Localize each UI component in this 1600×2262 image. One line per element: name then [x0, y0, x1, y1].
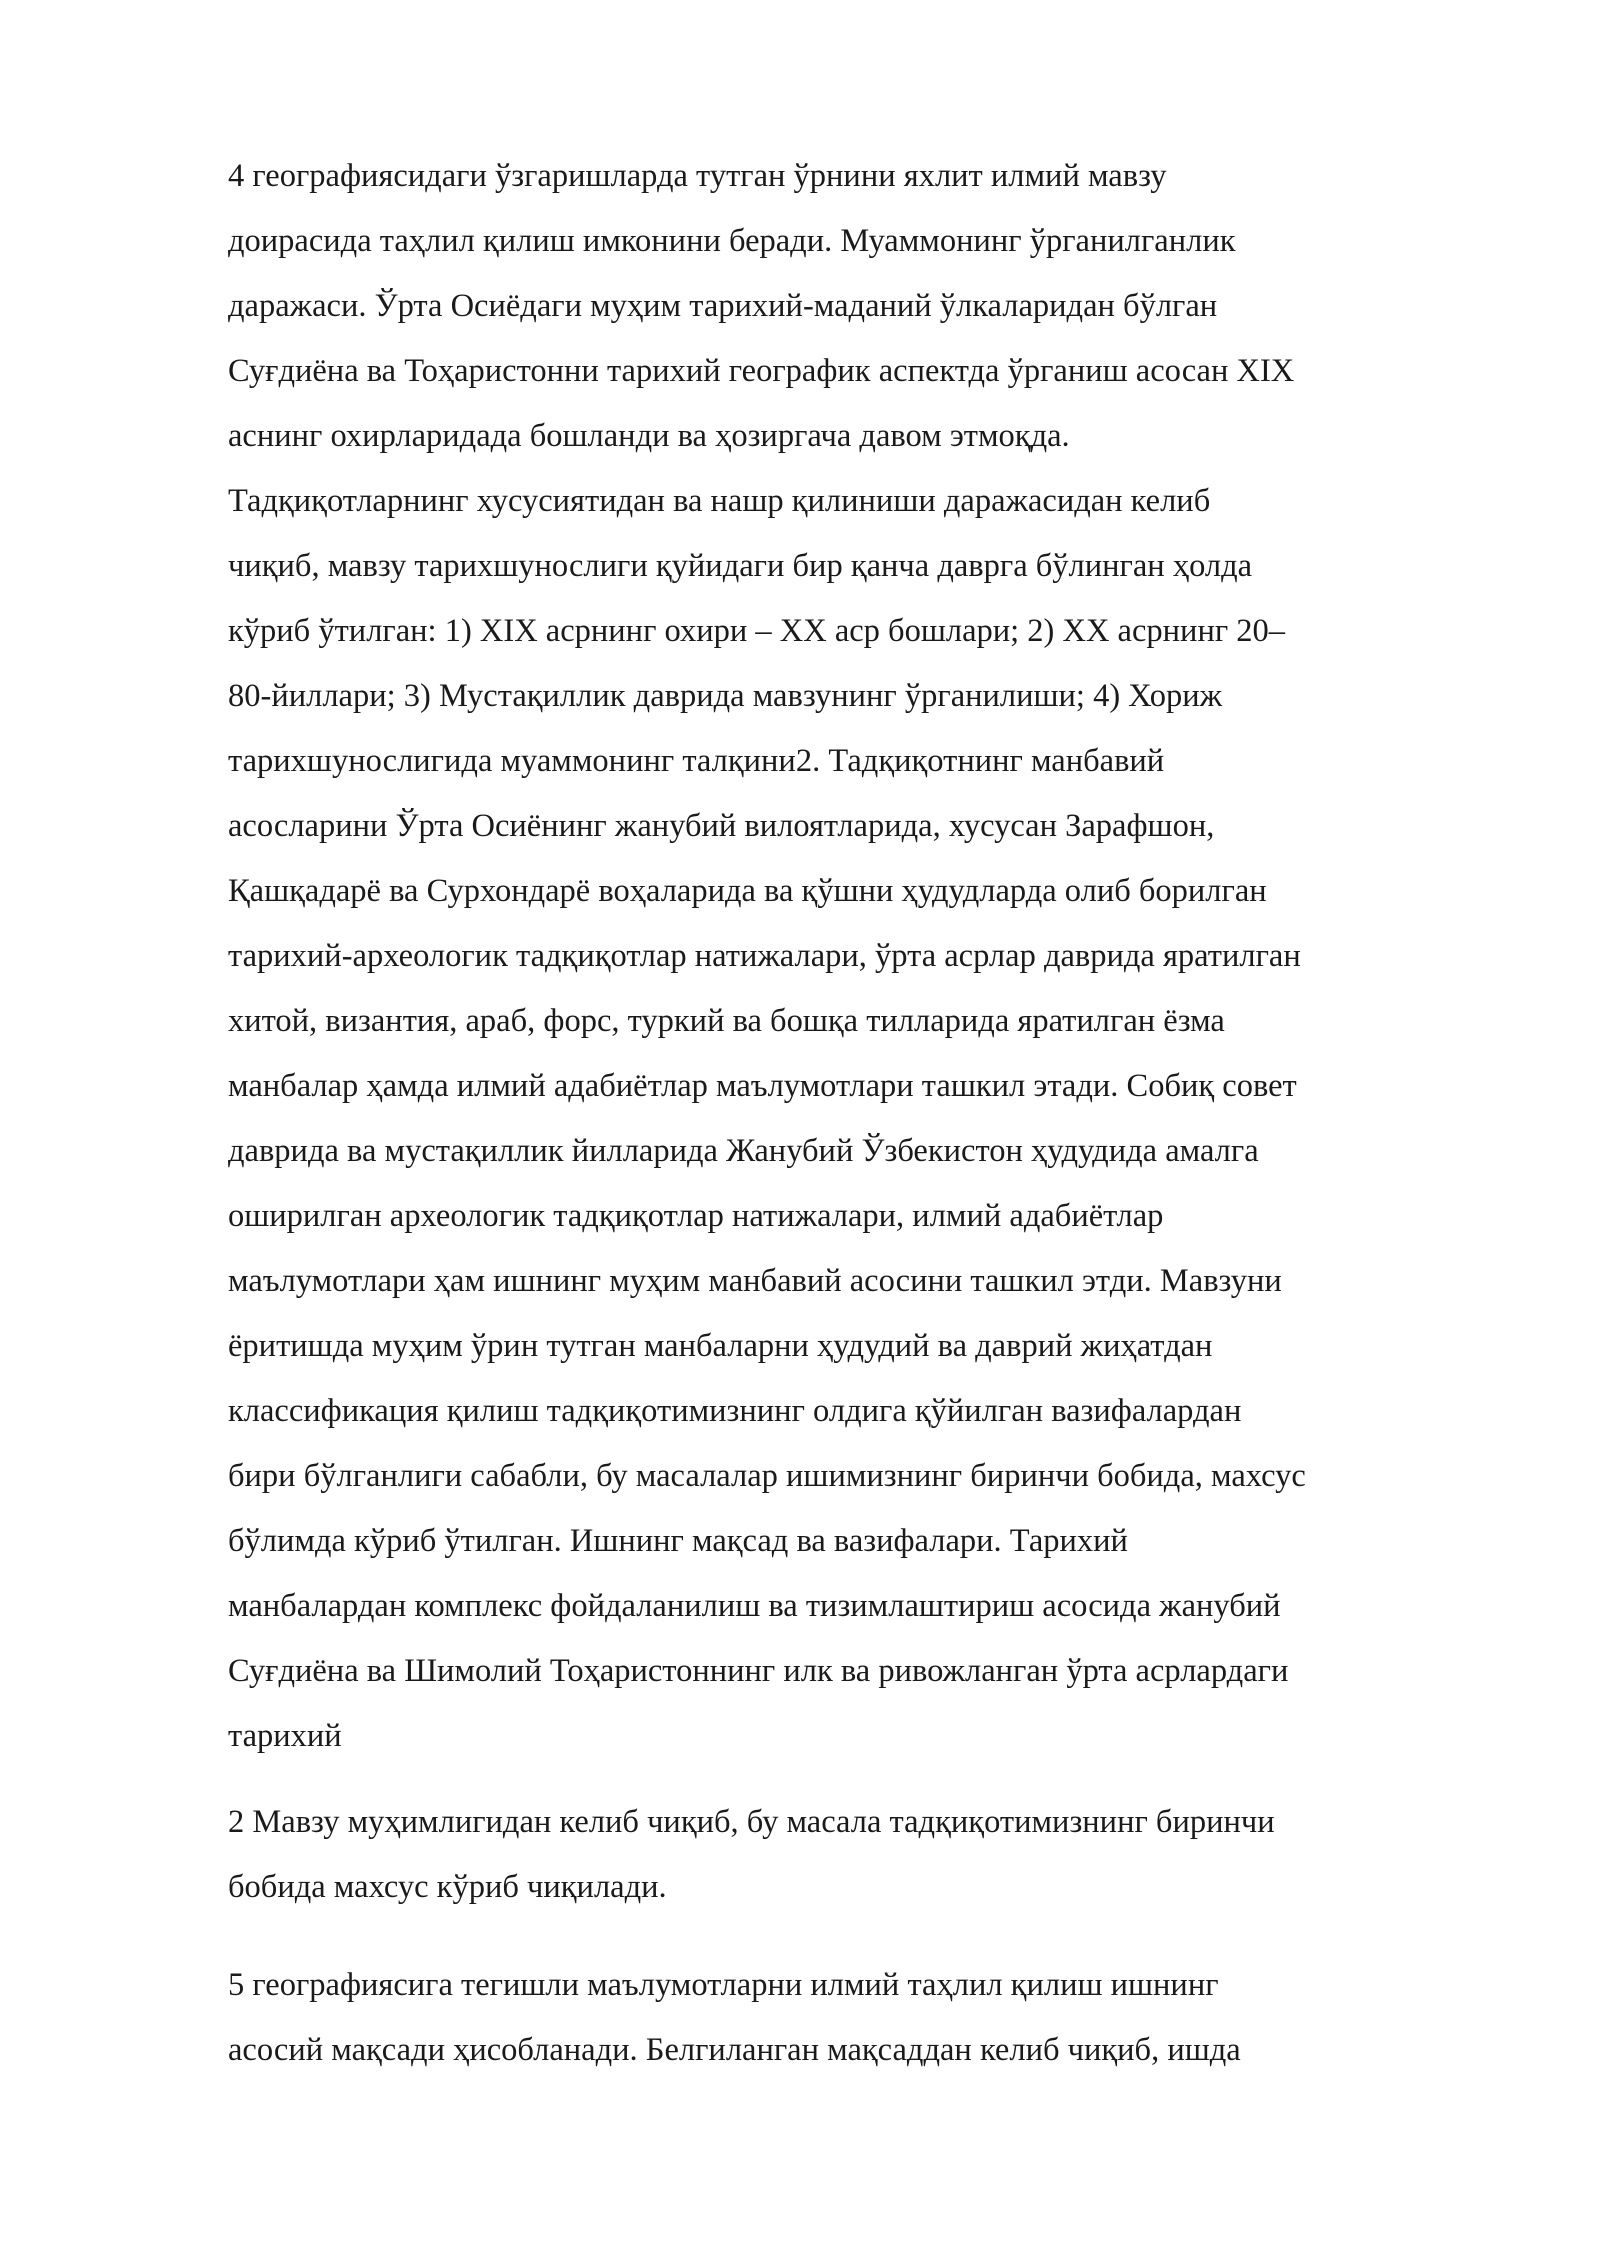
footnote-paragraph — [228, 1790, 1518, 1920]
text-line: манбалардан комплекс фойдаланилиш ва тизимлаштириш асосида жанубий — [228, 1588, 1281, 1624]
text-line: даврида ва мустақиллик йилларида Жанубий Ўзбекистон ҳудудида амалга — [228, 1133, 1259, 1169]
text-line: 80-йиллари; 3) Мустақиллик даврида мавзунинг ўрганилиши; 4) Хориж — [228, 678, 1223, 714]
text-line: маълумотлари ҳам ишнинг муҳим манбавий асосини ташкил этди. Мавзуни — [228, 1263, 1282, 1299]
text-line: Тадқиқотларнинг хусусиятидан ва нашр қилиниши даражасидан келиб — [228, 483, 1211, 519]
text-line: ёритишда муҳим ўрин тутган манбаларни ҳудудий ва даврий жиҳатдан — [228, 1328, 1213, 1364]
text-line: бобида махсус кўриб чиқилади. — [228, 1869, 667, 1905]
text-line: классификация қилиш тадқиқотимизнинг олдига қўйилган вазифалардан — [228, 1393, 1242, 1429]
text-line: кўриб ўтилган: 1) XIX асрнинг охири – XX аср бошлари; 2) XX асрнинг 20– — [228, 613, 1286, 649]
text-line: Қашқадарё ва Сурхондарё воҳаларида ва қўшни ҳудудларда олиб борилган — [228, 873, 1267, 909]
text-line: манбалар ҳамда илмий адабиётлар маълумотлари ташкил этади. Собиқ совет — [228, 1068, 1297, 1104]
text-line: бири бўлганлиги сабабли, бу масалалар ишимизнинг биринчи бобида, махсус — [228, 1458, 1306, 1494]
text-line: Суғдиёна ва Тоҳаристонни тарихий географик аспектда ўрганиш асосан XIX — [228, 353, 1295, 389]
body-paragraph-1 — [228, 144, 1518, 1769]
text-line: 4 географиясидаги ўзгаришларда тутган ўрнини яхлит илмий мавзу — [228, 158, 1167, 194]
text-line: бўлимда кўриб ўтилган. Ишнинг мақсад ва вазифалари. Тарихий — [228, 1523, 1128, 1559]
text-line: аснинг охирларидада бошланди ва ҳозиргача давом этмоқда. — [228, 418, 1070, 454]
text-line: тарихшунослигида муаммонинг талқини2. Тадқиқотнинг манбавий — [228, 743, 1165, 779]
text-line: асосларини Ўрта Осиёнинг жанубий вилоятларида, хусусан Зарафшон, — [228, 808, 1215, 844]
text-line: оширилган археологик тадқиқотлар натижалари, илмий адабиётлар — [228, 1198, 1164, 1234]
text-line: 2 Мавзу муҳимлигидан келиб чиқиб, бу масала тадқиқотимизнинг биринчи — [228, 1804, 1275, 1840]
text-line: хитой, византия, араб, форс, туркий ва бошқа тилларида яратилган ёзма — [228, 1003, 1225, 1039]
text-line: чиқиб, мавзу тарихшунослиги қуйидаги бир қанча даврга бўлинган ҳолда — [228, 548, 1253, 584]
text-line: Суғдиёна ва Шимолий Тоҳаристоннинг илк ва ривожланган ўрта асрлардаги — [228, 1653, 1289, 1689]
text-line: тарихий — [228, 1718, 342, 1754]
body-paragraph-2 — [228, 1953, 1518, 2083]
text-line: даражаси. Ўрта Осиёдаги муҳим тарихий-маданий ўлкаларидан бўлган — [228, 288, 1218, 324]
text-line: 5 географиясига тегишли маълумотларни илмий таҳлил қилиш ишнинг — [228, 1967, 1219, 2003]
text-line: асосий мақсади ҳисобланади. Белгиланган мақсаддан келиб чиқиб, ишда — [228, 2032, 1241, 2068]
text-line: тарихий-археологик тадқиқотлар натижалари, ўрта асрлар даврида яратилган — [228, 938, 1301, 974]
text-line: доирасида таҳлил қилиш имконини беради. Муаммонинг ўрганилганлик — [228, 223, 1236, 259]
